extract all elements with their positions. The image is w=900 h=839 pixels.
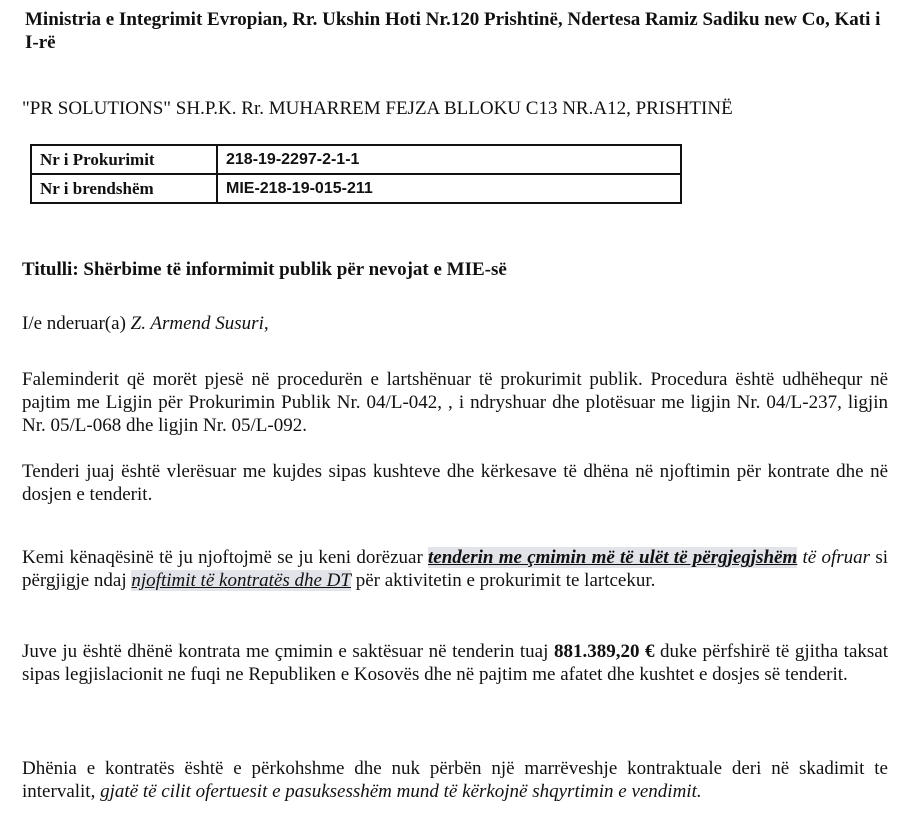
subject-text: Shërbime të informimit publik për nevojat e MIE-së: [83, 259, 507, 280]
notification-text-c: të ofruar: [797, 547, 871, 568]
salutation-prefix: I/e nderuar(a): [22, 313, 131, 334]
ministry-header: Ministria e Integrimit Evropian, Rr. Ukshin Hoti Nr.120 Prishtinë, Ndertesa Ramiz Sadiku new Co, Kati i I-rë: [25, 9, 881, 53]
recipient-name: Z. Armend Susuri,: [130, 313, 269, 334]
internal-number-value: MIE-218-19-015-211: [217, 174, 681, 203]
award-text-b: duke përfshirë të gjitha taksat sipas legjislacionit ne fuqi ne Republiken e Kosovës dhe në pajtim me afatet dhe kushtet e dosjes së tenderit.: [22, 641, 889, 685]
award-text-a: Juve ju është dhënë kontrata me çmimin e saktësuar në tenderin tuaj: [22, 641, 554, 662]
contract-notice-highlight: njoftimit të kontratës dhe DT: [131, 570, 351, 591]
paragraph-intro: Faleminderit që morët pjesë në procedurën e lartshënuar të prokurimit publik. Procedura është udhëhequr në pajtim me Ligjin për Prokurimin Publik Nr. 04/L-042, , i ndryshuar dhe plotësuar me ligjin Nr. 04/L-237, ligjin Nr. 05/L-068 dhe ligjin Nr. 05/L-092.: [22, 369, 888, 436]
subject-line: [22, 258, 888, 281]
internal-number-label: Nr i brendshëm: [31, 174, 217, 203]
procurement-number-label: Nr i Prokurimit: [31, 145, 217, 174]
supplier-address: "PR SOLUTIONS" SH.P.K. Rr. MUHARREM FEJZA BLLOKU C13 NR.A12, PRISHTINË: [22, 98, 733, 119]
subject-label: Titulli:: [22, 259, 79, 280]
table-row: [31, 174, 681, 203]
reference-table: [30, 144, 682, 204]
notification-text-a: Kemi kënaqësinë të ju njoftojmë se ju keni dorëzuar: [22, 547, 429, 568]
contract-amount: 881.389,20 €: [553, 641, 655, 662]
notification-text-f: për aktivitetin e prokurimit te lartcekur.: [350, 570, 656, 591]
lowest-price-highlight: tenderin me çmimin më të ulët të përgjegjshëm: [428, 547, 798, 568]
standstill-text-a: Dhënia e kontratës është e përkohshme dhe nuk përbën një marrëveshje kontraktuale deri në skadimit te intervalit,: [22, 758, 888, 802]
procurement-number-value: 218-19-2297-2-1-1: [217, 145, 681, 174]
paragraph-award: [22, 640, 888, 686]
paragraph-notification: [22, 546, 888, 592]
notification-text-d: si përgjigje ndaj: [22, 547, 888, 591]
standstill-text-b: gjatë të cilit ofertuesit e pasuksesshëm mund të kërkojnë shqyrtimin e vendimit.: [100, 781, 702, 802]
table-row: [31, 145, 681, 174]
paragraph-evaluation: Tenderi juaj është vlerësuar me kujdes sipas kushteve dhe kërkesave të dhëna në njoftimin për kontrate dhe në dosjen e tenderit.: [22, 461, 888, 505]
salutation: [22, 312, 888, 335]
paragraph-standstill: [22, 757, 888, 803]
